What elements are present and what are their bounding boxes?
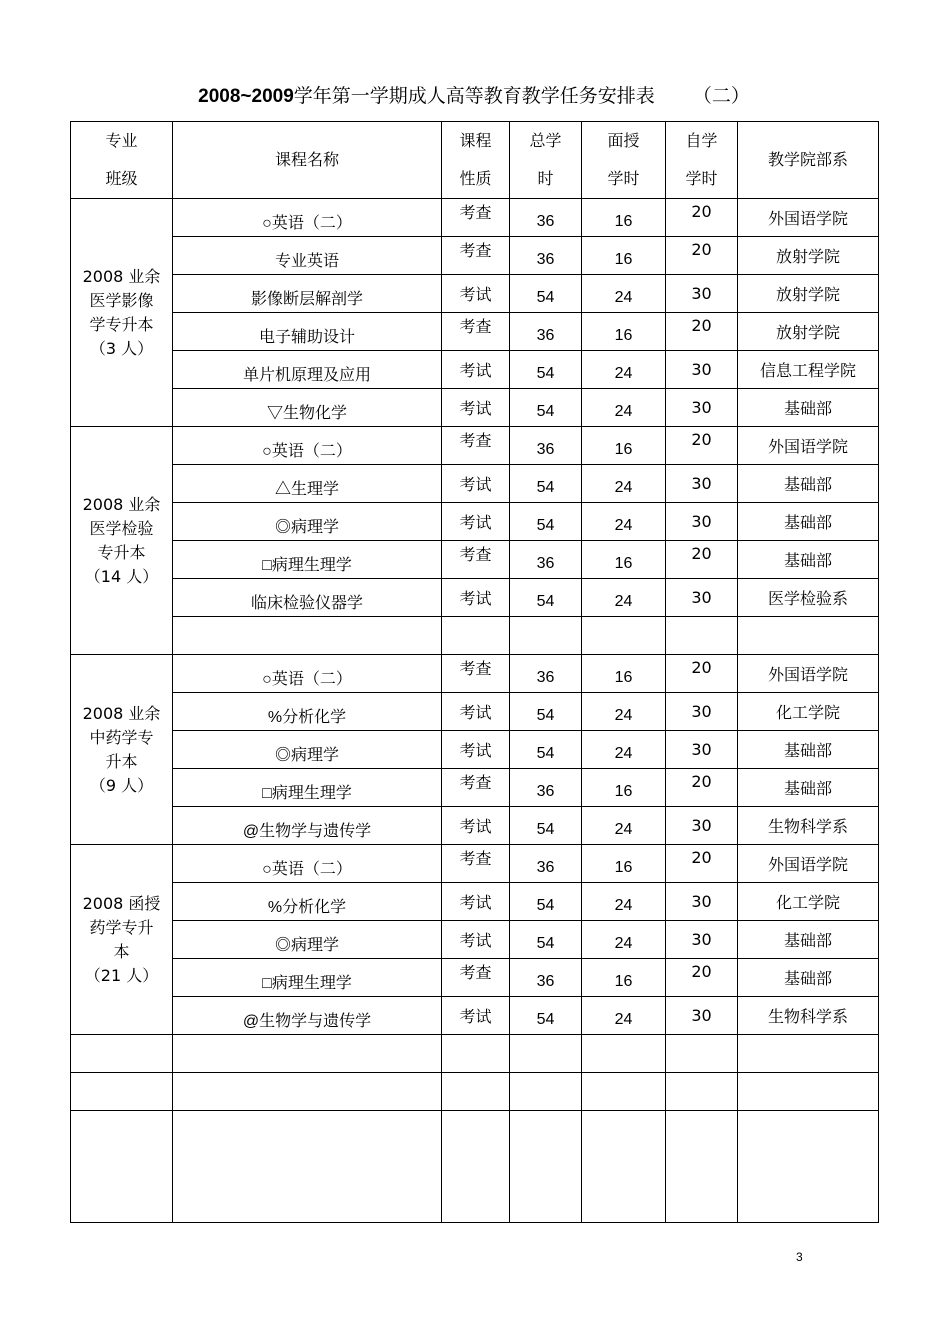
lecture-hours: 16 xyxy=(582,541,666,579)
lecture-hours: 16 xyxy=(582,427,666,465)
course-name: ◎病理学 xyxy=(173,731,442,769)
course-nature: 考试 xyxy=(442,921,510,959)
lecture-hours: 16 xyxy=(582,237,666,275)
lecture-hours: 24 xyxy=(582,465,666,503)
empty-cell xyxy=(173,1035,442,1073)
header-course: 课程名称 xyxy=(173,122,442,199)
empty-cell xyxy=(442,1073,510,1111)
total-hours: 54 xyxy=(510,275,582,313)
self-study-hours: 20 xyxy=(666,237,738,275)
table-row xyxy=(71,959,879,997)
empty-cell xyxy=(582,1035,666,1073)
course-nature: 考查 xyxy=(442,959,510,997)
course-nature: 考试 xyxy=(442,883,510,921)
self-study-hours: 30 xyxy=(666,883,738,921)
class-label-line: （14 人） xyxy=(84,566,159,586)
department: 基础部 xyxy=(738,541,879,579)
course-nature: 考试 xyxy=(442,731,510,769)
class-label-line: 学专升本 xyxy=(89,314,154,334)
table-row xyxy=(71,465,879,503)
self-study-hours: 20 xyxy=(666,655,738,693)
course-nature: 考试 xyxy=(442,503,510,541)
table-row xyxy=(71,541,879,579)
table-row xyxy=(71,693,879,731)
self-study-hours: 30 xyxy=(666,503,738,541)
total-hours: 36 xyxy=(510,313,582,351)
course-nature: 考试 xyxy=(442,275,510,313)
course-nature xyxy=(442,617,510,655)
total-hours: 36 xyxy=(510,199,582,237)
class-label-line: 2008 函授 xyxy=(82,893,161,913)
table-row xyxy=(71,731,879,769)
course-name: □病理生理学 xyxy=(173,541,442,579)
empty-row xyxy=(71,1035,879,1073)
header-self-study-hours: 自学 学时 xyxy=(666,122,738,199)
table-row xyxy=(71,883,879,921)
course-name: 临床检验仪器学 xyxy=(173,579,442,617)
self-study-hours: 30 xyxy=(666,807,738,845)
total-hours: 54 xyxy=(510,389,582,427)
department: 基础部 xyxy=(738,731,879,769)
course-name: 电子辅助设计 xyxy=(173,313,442,351)
empty-cell xyxy=(173,1111,442,1223)
self-study-hours: 30 xyxy=(666,389,738,427)
course-nature: 考查 xyxy=(442,845,510,883)
department: 基础部 xyxy=(738,921,879,959)
empty-cell xyxy=(510,1111,582,1223)
page-number: 3 xyxy=(796,1250,803,1264)
department: 外国语学院 xyxy=(738,655,879,693)
empty-cell xyxy=(738,1111,879,1223)
class-label-line: （21 人） xyxy=(84,965,159,985)
course-name: ○英语（二） xyxy=(173,845,442,883)
course-nature: 考查 xyxy=(442,655,510,693)
class-label-line: 2008 业余 xyxy=(82,494,161,514)
empty-cell xyxy=(582,1111,666,1223)
empty-cell xyxy=(666,1035,738,1073)
department: 外国语学院 xyxy=(738,845,879,883)
class-label-line: 本 xyxy=(113,941,130,961)
empty-row xyxy=(71,1111,879,1223)
total-hours: 36 xyxy=(510,845,582,883)
self-study-hours: 30 xyxy=(666,997,738,1035)
table-row xyxy=(71,921,879,959)
table-row xyxy=(71,427,879,465)
course-name: ▽生物化学 xyxy=(173,389,442,427)
total-hours: 54 xyxy=(510,997,582,1035)
total-hours: 54 xyxy=(510,807,582,845)
empty-row xyxy=(71,1073,879,1111)
course-nature: 考查 xyxy=(442,313,510,351)
lecture-hours: 24 xyxy=(582,731,666,769)
self-study-hours: 20 xyxy=(666,199,738,237)
total-hours: 54 xyxy=(510,693,582,731)
total-hours: 54 xyxy=(510,351,582,389)
self-study-hours: 30 xyxy=(666,351,738,389)
table-row xyxy=(71,199,879,237)
lecture-hours: 16 xyxy=(582,199,666,237)
self-study-hours: 20 xyxy=(666,427,738,465)
table-row xyxy=(71,845,879,883)
department: 化工学院 xyxy=(738,693,879,731)
department: 放射学院 xyxy=(738,237,879,275)
lecture-hours: 24 xyxy=(582,579,666,617)
self-study-hours: 20 xyxy=(666,313,738,351)
total-hours: 36 xyxy=(510,427,582,465)
self-study-hours: 20 xyxy=(666,769,738,807)
course-nature: 考试 xyxy=(442,807,510,845)
course-nature: 考试 xyxy=(442,579,510,617)
total-hours: 54 xyxy=(510,883,582,921)
lecture-hours: 24 xyxy=(582,503,666,541)
empty-cell xyxy=(442,1111,510,1223)
empty-cell xyxy=(666,1111,738,1223)
course-nature: 考试 xyxy=(442,389,510,427)
lecture-hours: 24 xyxy=(582,275,666,313)
class-label-line: （3 人） xyxy=(89,338,154,358)
department: 化工学院 xyxy=(738,883,879,921)
course-name xyxy=(173,617,442,655)
self-study-hours: 20 xyxy=(666,541,738,579)
course-name: %分析化学 xyxy=(173,693,442,731)
class-group-label xyxy=(71,655,173,845)
title-text: 学年第一学期成人高等教育教学任务安排表 xyxy=(293,85,655,107)
title-years: 2008~2009 xyxy=(198,86,294,107)
table-row xyxy=(71,617,879,655)
class-group-label xyxy=(71,845,173,1035)
table-row xyxy=(71,351,879,389)
self-study-hours xyxy=(666,617,738,655)
lecture-hours: 16 xyxy=(582,655,666,693)
lecture-hours: 24 xyxy=(582,693,666,731)
course-name: @生物学与遗传学 xyxy=(173,807,442,845)
course-name: 专业英语 xyxy=(173,237,442,275)
class-label-line: 升本 xyxy=(105,751,138,771)
self-study-hours: 30 xyxy=(666,731,738,769)
lecture-hours: 16 xyxy=(582,959,666,997)
self-study-hours: 30 xyxy=(666,275,738,313)
table-row xyxy=(71,655,879,693)
empty-cell xyxy=(71,1073,173,1111)
department: 基础部 xyxy=(738,769,879,807)
header-row xyxy=(71,122,879,199)
course-name: ○英语（二） xyxy=(173,427,442,465)
course-nature: 考试 xyxy=(442,997,510,1035)
table-row xyxy=(71,807,879,845)
course-nature: 考查 xyxy=(442,199,510,237)
empty-cell xyxy=(71,1035,173,1073)
department: 基础部 xyxy=(738,389,879,427)
table-row xyxy=(71,313,879,351)
lecture-hours: 16 xyxy=(582,313,666,351)
department: 医学检验系 xyxy=(738,579,879,617)
class-group-label xyxy=(71,199,173,427)
title-suffix: （二） xyxy=(692,85,750,107)
lecture-hours: 24 xyxy=(582,807,666,845)
total-hours: 36 xyxy=(510,655,582,693)
course-nature: 考试 xyxy=(442,351,510,389)
department: 放射学院 xyxy=(738,313,879,351)
header-total-hours: 总学 时 xyxy=(510,122,582,199)
department: 基础部 xyxy=(738,465,879,503)
empty-cell xyxy=(442,1035,510,1073)
course-name: ◎病理学 xyxy=(173,921,442,959)
header-department: 教学院部系 xyxy=(738,122,879,199)
table-row xyxy=(71,769,879,807)
class-label-line: 医学影像 xyxy=(89,290,154,310)
lecture-hours: 16 xyxy=(582,845,666,883)
header-class: 专业 班级 xyxy=(71,122,173,199)
table-row xyxy=(71,579,879,617)
course-name: □病理生理学 xyxy=(173,959,442,997)
lecture-hours: 24 xyxy=(582,883,666,921)
course-name: □病理生理学 xyxy=(173,769,442,807)
empty-cell xyxy=(738,1073,879,1111)
course-name: 影像断层解剖学 xyxy=(173,275,442,313)
department: 信息工程学院 xyxy=(738,351,879,389)
department: 放射学院 xyxy=(738,275,879,313)
course-name: %分析化学 xyxy=(173,883,442,921)
table-row xyxy=(71,389,879,427)
total-hours: 54 xyxy=(510,579,582,617)
class-label-line: 2008 业余 xyxy=(82,703,161,723)
course-nature: 考查 xyxy=(442,237,510,275)
class-label-line: 中药学专 xyxy=(89,727,154,747)
course-name: 单片机原理及应用 xyxy=(173,351,442,389)
course-nature: 考查 xyxy=(442,427,510,465)
total-hours: 36 xyxy=(510,959,582,997)
page-title xyxy=(70,82,878,111)
department: 基础部 xyxy=(738,959,879,997)
class-label-line: 2008 业余 xyxy=(82,266,161,286)
self-study-hours: 20 xyxy=(666,845,738,883)
table-row xyxy=(71,275,879,313)
self-study-hours: 30 xyxy=(666,693,738,731)
table-row xyxy=(71,237,879,275)
empty-cell xyxy=(510,1035,582,1073)
self-study-hours: 30 xyxy=(666,465,738,503)
self-study-hours: 30 xyxy=(666,921,738,959)
class-group-label xyxy=(71,427,173,655)
department: 基础部 xyxy=(738,503,879,541)
empty-cell xyxy=(738,1035,879,1073)
header-nature: 课程 性质 xyxy=(442,122,510,199)
lecture-hours: 24 xyxy=(582,997,666,1035)
class-label-line: 医学检验 xyxy=(89,518,154,538)
total-hours: 54 xyxy=(510,921,582,959)
table-row xyxy=(71,997,879,1035)
class-label-line: 专升本 xyxy=(97,542,146,562)
lecture-hours: 24 xyxy=(582,921,666,959)
course-name: ◎病理学 xyxy=(173,503,442,541)
total-hours: 36 xyxy=(510,541,582,579)
table-row xyxy=(71,503,879,541)
course-nature: 考查 xyxy=(442,769,510,807)
course-name: △生理学 xyxy=(173,465,442,503)
total-hours: 54 xyxy=(510,465,582,503)
self-study-hours: 20 xyxy=(666,959,738,997)
total-hours: 36 xyxy=(510,769,582,807)
lecture-hours xyxy=(582,617,666,655)
department: 外国语学院 xyxy=(738,199,879,237)
empty-cell xyxy=(71,1111,173,1223)
course-name: ○英语（二） xyxy=(173,655,442,693)
course-nature: 考查 xyxy=(442,541,510,579)
class-label-line: 药学专升 xyxy=(89,917,154,937)
header-lecture-hours: 面授 学时 xyxy=(582,122,666,199)
department xyxy=(738,617,879,655)
course-schedule-table xyxy=(70,121,879,1223)
department: 生物科学系 xyxy=(738,997,879,1035)
lecture-hours: 16 xyxy=(582,769,666,807)
course-name: @生物学与遗传学 xyxy=(173,997,442,1035)
department: 外国语学院 xyxy=(738,427,879,465)
total-hours: 54 xyxy=(510,731,582,769)
course-name: ○英语（二） xyxy=(173,199,442,237)
total-hours: 36 xyxy=(510,237,582,275)
lecture-hours: 24 xyxy=(582,351,666,389)
empty-cell xyxy=(666,1073,738,1111)
empty-cell xyxy=(510,1073,582,1111)
lecture-hours: 24 xyxy=(582,389,666,427)
empty-cell xyxy=(582,1073,666,1111)
total-hours xyxy=(510,617,582,655)
class-label-line: （9 人） xyxy=(89,775,154,795)
course-nature: 考试 xyxy=(442,693,510,731)
total-hours: 54 xyxy=(510,503,582,541)
self-study-hours: 30 xyxy=(666,579,738,617)
empty-cell xyxy=(173,1073,442,1111)
course-nature: 考试 xyxy=(442,465,510,503)
department: 生物科学系 xyxy=(738,807,879,845)
